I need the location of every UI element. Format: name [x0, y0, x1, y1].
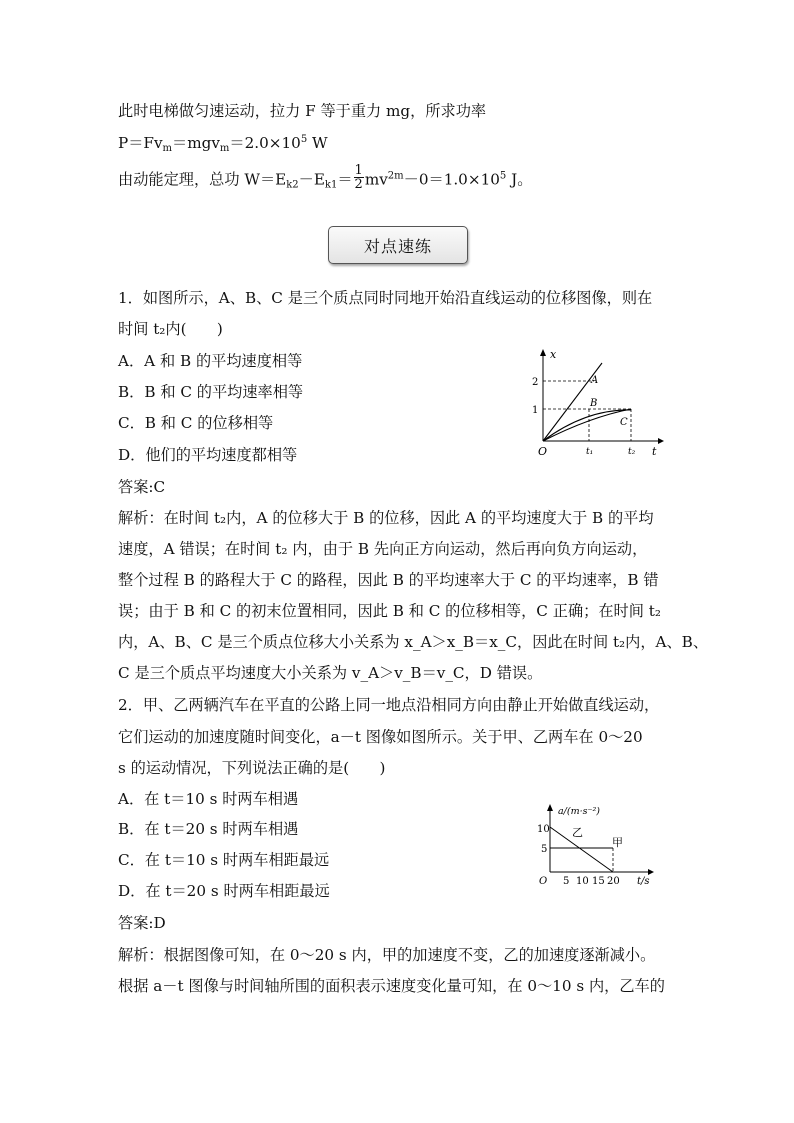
q2-x-tick-15: 15 — [592, 876, 605, 887]
q1-analysis-line-5: 内，A、B、C 是三个质点位移大小关系为 x_A＞x_B＝x_C，因此在时间 t₂内，A、B、 — [118, 633, 709, 651]
q2-option-a: A．在 t＝10 s 时两车相遇 — [118, 790, 299, 808]
q1-curve-b — [543, 410, 631, 441]
q2-x-tick-5: 5 — [563, 876, 570, 887]
q2-label-yi: 乙 — [572, 826, 583, 839]
q1-analysis-line-2: 速度，A 错误；在时间 t₂ 内，由于 B 先向正方向运动，然后再向负方向运动， — [118, 540, 648, 558]
q2-option-d: D．在 t＝20 s 时两车相距最远 — [118, 882, 330, 900]
intro-line-2: $P=Fv_m=mgv_m=2.0\times 10^5$ W — [118, 134, 328, 154]
q1-option-b: B．B 和 C 的平均速率相等 — [118, 383, 304, 401]
q1-option-c: C．B 和 C 的位移相等 — [118, 414, 274, 432]
half-fraction: $\frac{1}{2}$ — [354, 163, 363, 192]
q1-analysis-line-6: C 是三个质点平均速度大小关系为 v_A＞v_B＝v_C，D 错误。 — [118, 664, 543, 682]
q1-label-c: C — [620, 417, 628, 428]
q1-x-tick-t1: t₁ — [586, 447, 594, 457]
q1-y-tick-1: 1 — [532, 405, 539, 416]
intro-line-1: 此时电梯做匀速运动，拉力 F 等于重力 mg，所求功率 — [118, 102, 487, 120]
q1-y-tick-2: 2 — [532, 377, 539, 388]
q1-y-axis-label: x — [550, 348, 557, 361]
q2-option-b: B．在 t＝20 s 时两车相遇 — [118, 820, 299, 838]
q1-y-axis-arrow — [540, 349, 546, 356]
q2-x-axis-label: t/s — [637, 876, 650, 887]
q2-y-tick-10: 10 — [537, 824, 550, 835]
q2-stem-line-2: 它们运动的加速度随时间变化，a－t 图像如图所示。关于甲、乙两车在 0～20 — [118, 728, 643, 746]
q2-stem-line-3: s 的运动情况，下列说法正确的是( ) — [118, 759, 386, 777]
q2-x-tick-20: 20 — [607, 876, 620, 887]
q1-label-a: A — [591, 375, 599, 386]
q1-answer: 答案:C — [118, 478, 166, 496]
q2-stem-line-1: 2．甲、乙两辆汽车在平直的公路上同一地点沿相同方向由静止开始做直线运动， — [118, 696, 660, 714]
intro-line-3: 由动能定理，总功 $W=E_{k2}-E_{k1}=$ $\frac{1}{2}$ $mv^{2m}-0=1.0\times 10^5$ J。 — [118, 163, 533, 192]
q2-at-graph — [532, 802, 657, 888]
q1-x-axis-arrow — [658, 438, 664, 444]
section-title: 对点速练 — [363, 236, 432, 256]
q1-x-axis-label: t — [652, 445, 657, 458]
section-title-box — [328, 226, 468, 264]
q2-analysis-line-1: 解析：根据图像可知，在 0～20 s 内，甲的加速度不变，乙的加速度逐渐减小。 — [118, 946, 656, 964]
q1-analysis-line-1: 解析：在时间 t₂内，A 的位移大于 B 的位移，因此 A 的平均速度大于 B 的平均 — [118, 509, 654, 527]
q2-answer: 答案:D — [118, 914, 166, 932]
q1-x-tick-t2: t₂ — [628, 447, 636, 457]
q2-x-axis-arrow — [648, 869, 654, 875]
q1-label-b: B — [590, 398, 598, 409]
q1-origin-label: O — [538, 445, 548, 458]
q2-label-jia: 甲 — [612, 836, 623, 849]
q2-y-axis-label: a/(m·s⁻²) — [558, 806, 601, 817]
q1-line-c — [543, 409, 631, 441]
q2-x-tick-10: 10 — [576, 876, 589, 887]
q1-xt-graph — [530, 343, 665, 461]
q1-option-a: A．A 和 B 的平均速度相等 — [118, 352, 303, 370]
q2-y-axis-arrow — [547, 804, 553, 811]
q1-analysis-line-3: 整个过程 B 的路程大于 C 的路程，因此 B 的平均速率大于 C 的平均速率，B 错 — [118, 571, 659, 589]
q2-option-c: C．在 t＝10 s 时两车相距最远 — [118, 851, 330, 869]
q1-option-d: D．他们的平均速度都相等 — [118, 446, 298, 464]
q1-stem-line-1: 1．如图所示，A、B、C 是三个质点同时同地开始沿直线运动的位移图像，则在 — [118, 289, 653, 307]
q2-y-tick-5: 5 — [541, 844, 548, 855]
q1-stem-line-2: 时间 t₂内( ) — [118, 320, 223, 338]
q2-origin-label: O — [539, 876, 548, 887]
q2-analysis-line-2: 根据 a－t 图像与时间轴所围的面积表示速度变化量可知，在 0～10 s 内，乙车的 — [118, 977, 665, 995]
q1-analysis-line-4: 误；由于 B 和 C 的初末位置相同，因此 B 和 C 的位移相等，C 正确；在时间 t₂ — [118, 602, 661, 620]
